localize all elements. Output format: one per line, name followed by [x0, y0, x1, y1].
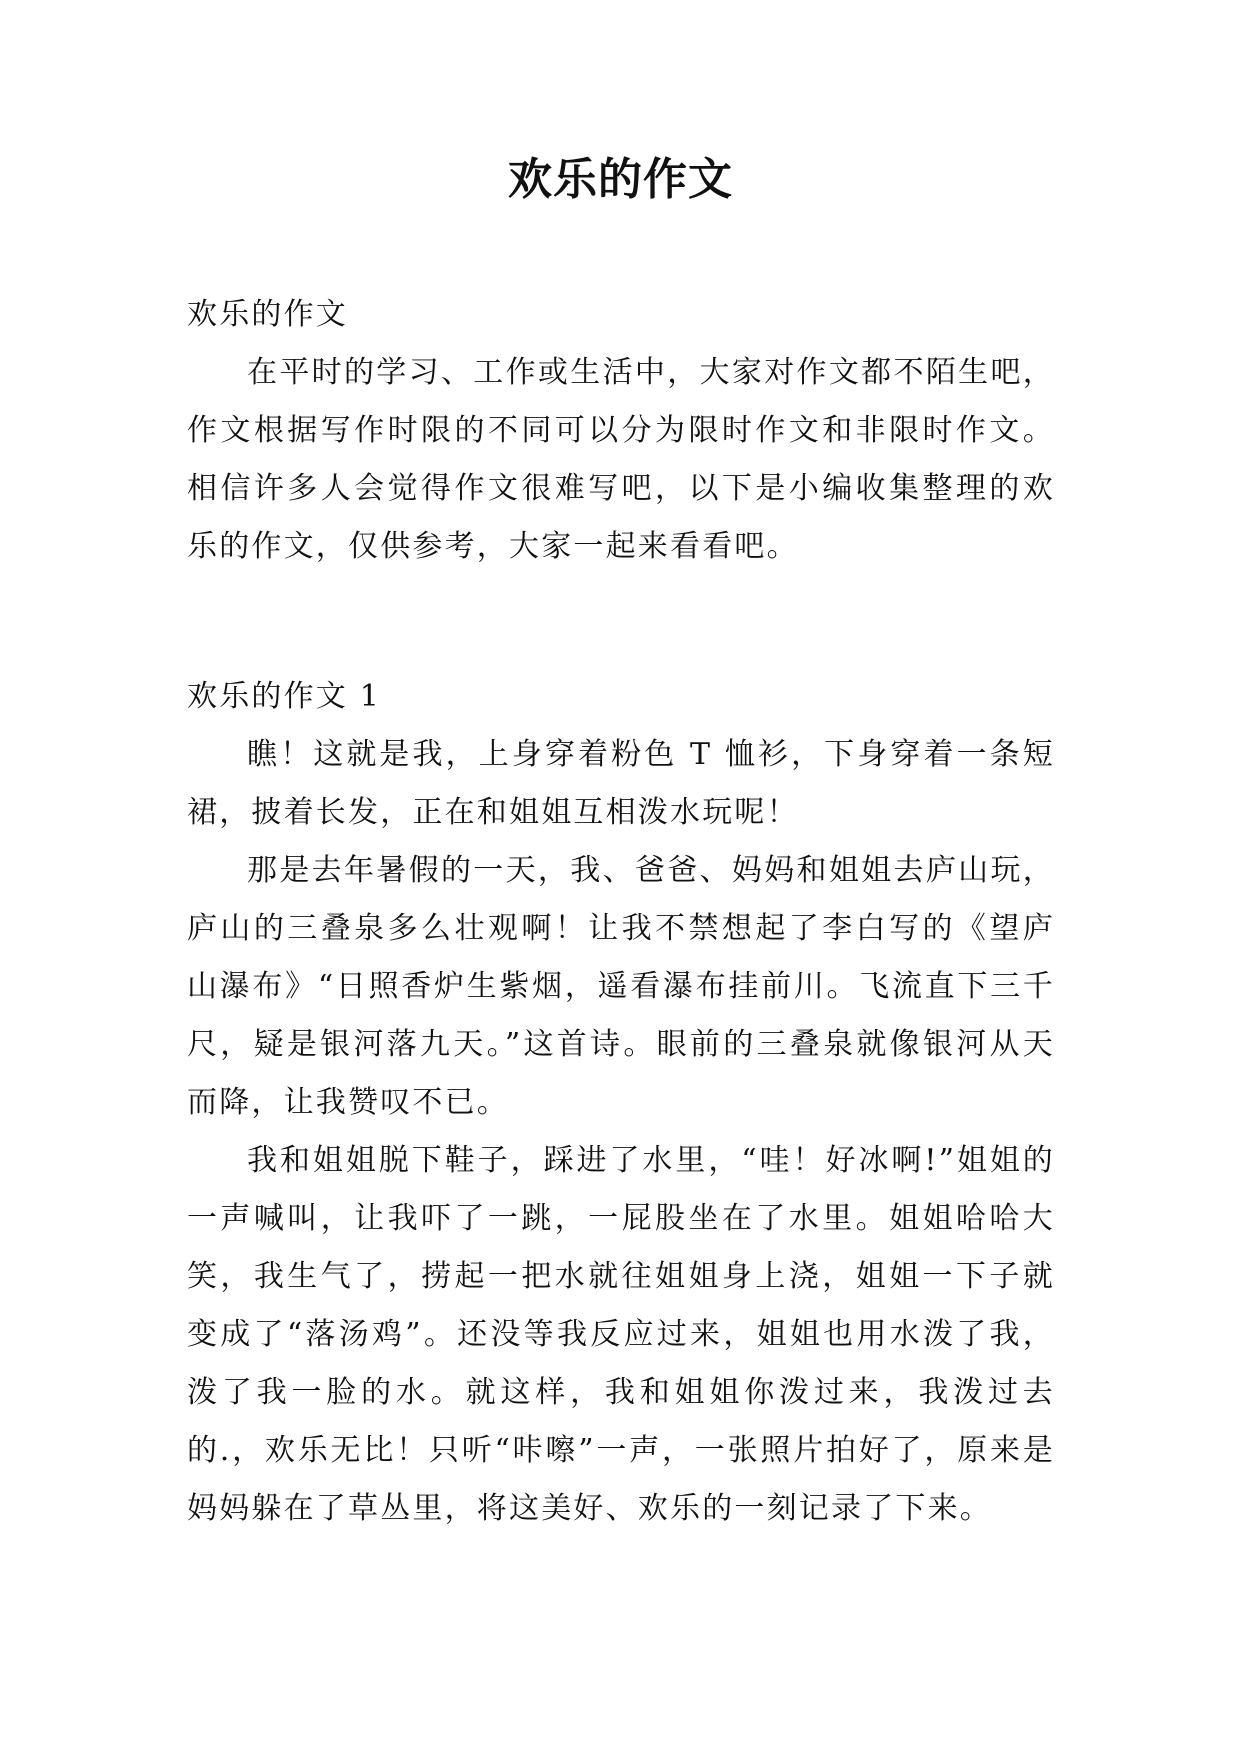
intro-heading: 欢乐的作文	[187, 297, 348, 332]
document-title: 欢乐的作文	[508, 154, 733, 205]
section-spacer	[187, 576, 1055, 668]
section1-paragraph-2: 那是去年暑假的一天，我、爸爸、妈妈和姐姐去庐山玩，庐山的三叠泉多么壮观啊！让我不禁想起了李白写的《望庐山瀑布》“日照香炉生紫烟，遥看瀑布挂前川。飞流直下三千尺，疑是银河落九天。”这首诗。眼前的三叠泉就像银河从天而降，让我赞叹不已。	[187, 853, 1055, 1120]
section1-heading: 欢乐的作文 1	[187, 679, 382, 714]
section1-paragraph-1: 瞧！这就是我，上身穿着粉色 T 恤衫，下身穿着一条短裙，披着长发，正在和姐姐互相泼水玩呢！	[187, 737, 1055, 830]
document-body	[187, 286, 1055, 1538]
section1-paragraph-3: 我和姐姐脱下鞋子，踩进了水里，“哇！好冰啊!”姐姐的一声喊叫，让我吓了一跳，一屁股坐在了水里。姐姐哈哈大笑，我生气了，捞起一把水就往姐姐身上浇，姐姐一下子就变成了“落汤鸡”。还没等我反应过来，姐姐也用水泼了我，泼了我一脸的水。就这样，我和姐姐你泼过来，我泼过去的.，欢乐无比！只听“咔嚓”一声，一张照片拍好了，原来是妈妈躲在了草丛里，将这美好、欢乐的一刻记录了下来。	[187, 1143, 1055, 1526]
intro-paragraph: 在平时的学习、工作或生活中，大家对作文都不陌生吧，作文根据写作时限的不同可以分为限时作文和非限时作文。相信许多人会觉得作文很难写吧，以下是小编收集整理的欢乐的作文，仅供参考，大家一起来看看吧。	[187, 355, 1055, 564]
